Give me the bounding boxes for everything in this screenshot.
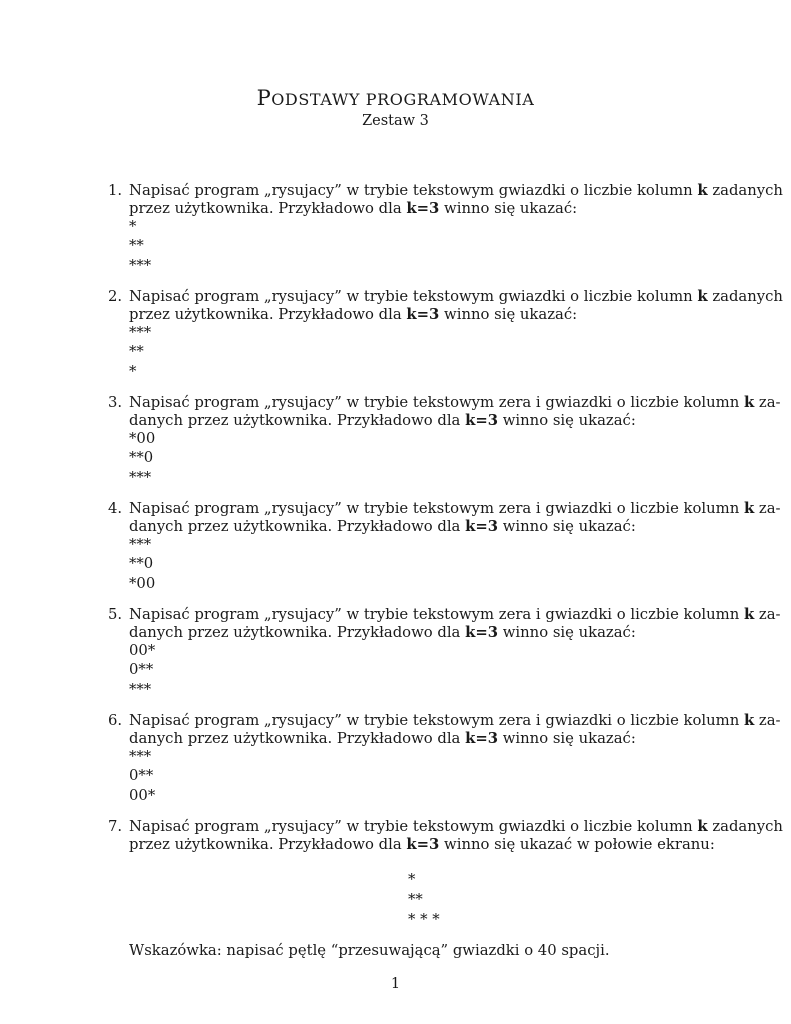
pattern-line: 0** [129,661,154,678]
pattern-line: 00* [129,787,156,804]
pattern-line: *00 [129,430,156,447]
page-number: 1 [390,976,401,992]
pattern-line: 0** [129,767,154,784]
task-1: 1. Napisać program „rysujacy” w trybie tekstowym gwiazdki o liczbie kolumn k zadanych przez użytkownika. Przykładowo dla k=3 winno się ukazać: * ** *** [108,182,783,274]
pattern-line: 00* [129,642,156,659]
pattern-line: * [129,363,137,380]
pattern-line: *** [129,469,152,486]
task-number: 6. [108,712,123,729]
pattern-line: *** [129,324,152,341]
title-initial: P [256,86,272,110]
task-7: 7. Napisać program „rysujacy” w trybie tekstowym gwiazdki o liczbie kolumn k zadanych przez użytkownika. Przykładowo dla k=3 winno się ukazać w połowie ekranu: * ** * * * Wskazówka: napisać pętlę “przesuwającą” gwiazdki o 40 spacji. [108,818,783,959]
task-number: 2. [108,288,123,305]
task-4: 4. Napisać program „rysujacy” w trybie tekstowym zera i gwiazdki o liczbie kolumn k za- danych przez użytkownika. Przykładowo dla k=3 winno się ukazać: *** **0 *00 [108,500,781,592]
pattern-line: * * * [408,911,440,928]
pattern-line: *** [129,257,152,274]
task-5: 5. Napisać program „rysujacy” w trybie tekstowym zera i gwiazdki o liczbie kolumn k za- danych przez użytkownika. Przykładowo dla k=3 winno się ukazać: 00* 0** *** [108,606,781,698]
pattern-line: **0 [129,449,154,466]
pattern-line: ** [408,891,423,908]
pattern-line: *** [129,536,152,553]
pattern-line: ** [129,237,144,254]
task-6: 6. Napisać program „rysujacy” w trybie tekstowym zera i gwiazdki o liczbie kolumn k za- danych przez użytkownika. Przykładowo dla k=3 winno się ukazać: *** 0** 00* [108,712,781,804]
task-3: 3. Napisać program „rysujacy” w trybie tekstowym zera i gwiazdki o liczbie kolumn k za- danych przez użytkownika. Przykładowo dla k=3 winno się ukazać: *00 **0 *** [108,394,781,486]
task-number: 1. [108,182,123,199]
title-rest: ODSTAWY PROGRAMOWANIA [271,90,535,109]
page-title [0,86,791,110]
pattern-line: *00 [129,575,156,592]
hint-text: Wskazówka: napisać pętlę “przesuwającą” gwiazdki o 40 spacji. [129,942,610,959]
page-subtitle: Zestaw 3 [362,113,429,129]
pattern-line: *** [129,681,152,698]
pattern-line: ** [129,343,144,360]
task-number: 5. [108,606,123,623]
task-2: 2. Napisać program „rysujacy” w trybie tekstowym gwiazdki o liczbie kolumn k zadanych przez użytkownika. Przykładowo dla k=3 winno się ukazać: *** ** * [108,288,783,380]
pattern-line: * [129,218,137,235]
task-number: 7. [108,818,123,835]
pattern-line: * [408,871,416,888]
task-number: 3. [108,394,123,411]
pattern-line: **0 [129,555,154,572]
task-number: 4. [108,500,123,517]
pattern-line: *** [129,748,152,765]
